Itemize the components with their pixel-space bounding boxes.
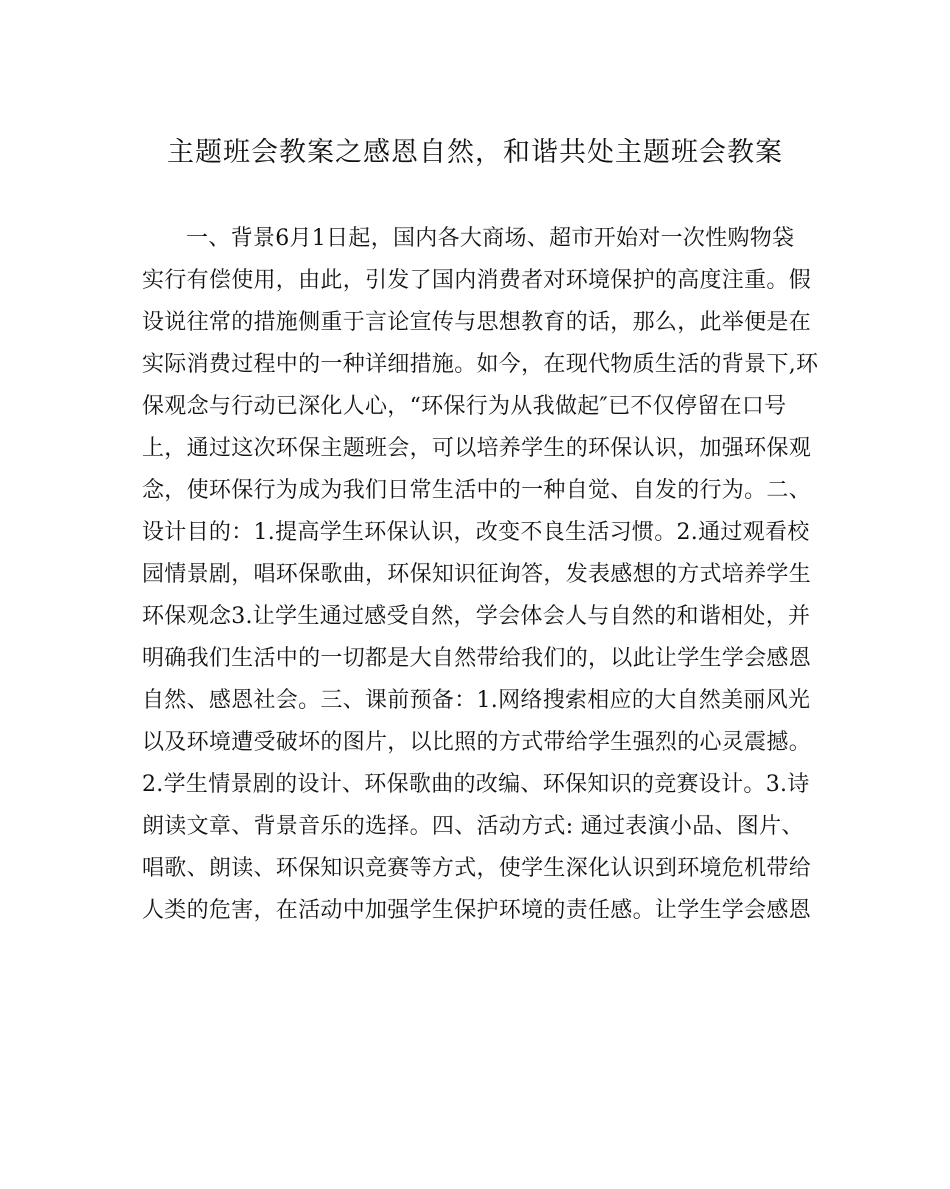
document-title: 主题班会教案之感恩自然，和谐共处主题班会教案	[167, 137, 783, 168]
paragraph-line: 实行有偿使用，由此，引发了国内消费者对环境保护的高度注重。假	[142, 268, 812, 293]
paragraph-line: 自然、感恩社会。三、课前预备：1.网络搜索相应的大自然美丽风光	[142, 688, 811, 713]
paragraph-line: 实际消费过程中的一种详细措施。如今，在现代物质生活的背景下,环	[142, 352, 819, 377]
paragraph-line: 设计目的：1.提高学生环保认识，改变不良生活习惯。2.通过观看校	[142, 520, 810, 545]
paragraph-line: 以及环境遭受破坏的图片，以比照的方式带给学生强烈的心灵震撼。	[142, 730, 812, 755]
paragraph-line: 环保观念3.让学生通过感受自然，学会体会人与自然的和谐相处，并	[142, 604, 811, 629]
paragraph-line: 保观念与行动已深化人心，“环保行为从我做起″已不仅停留在口号	[142, 394, 787, 419]
paragraph-line: 明确我们生活中的一切都是大自然带给我们的，以此让学生学会感恩	[142, 646, 812, 671]
paragraph-line: 人类的危害，在活动中加强学生保护环境的责任感。让学生学会感恩	[142, 898, 812, 923]
paragraph-line: 2.学生情景剧的设计、环保歌曲的改编、环保知识的竞赛设计。3.诗	[142, 772, 810, 797]
paragraph-line: 唱歌、朗读、环保知识竞赛等方式，使学生深化认识到环境危机带给	[142, 856, 812, 881]
paragraph-line: 园情景剧，唱环保歌曲，环保知识征询答，发表感想的方式培养学生	[142, 562, 812, 587]
paragraph-line: 朗读文章、背景音乐的选择。四、活动方式: 通过表演小品、图片、	[142, 814, 804, 839]
paragraph-line: 上，通过这次环保主题班会，可以培养学生的环保认识，加强环保观	[142, 436, 812, 461]
paragraph-line: 设说往常的措施侧重于言论宣传与思想教育的话，那么，此举便是在	[142, 310, 812, 335]
document-body	[142, 218, 822, 932]
paragraph-line: 一、背景6月1日起，国内各大商场、超市开始对一次性购物袋	[186, 226, 795, 251]
paragraph-line: 念，使环保行为成为我们日常生活中的一种自觉、自发的行为。二、	[142, 478, 812, 503]
